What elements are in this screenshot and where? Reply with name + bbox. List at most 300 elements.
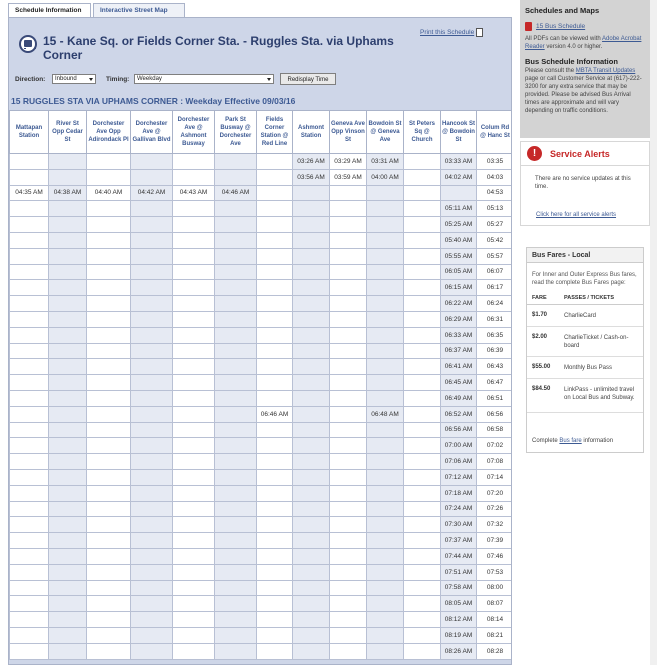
schedule-cell	[330, 185, 367, 201]
schedule-cell	[330, 517, 367, 533]
schedule-cell: 05:40 AM	[441, 232, 477, 248]
schedule-cell	[367, 548, 404, 564]
column-header: Dorchester Ave @ Ashmont Busway	[173, 111, 215, 154]
schedule-cell	[367, 564, 404, 580]
schedule-cell	[404, 343, 441, 359]
schedule-cell	[404, 185, 441, 201]
schedule-cell	[330, 264, 367, 280]
schedule-cell	[367, 643, 404, 659]
schedule-cell	[49, 154, 87, 170]
schedule-cell	[404, 201, 441, 217]
schedule-cell	[173, 422, 215, 438]
schedule-cell	[87, 501, 131, 517]
table-row	[10, 422, 512, 438]
schedule-cell	[404, 533, 441, 549]
schedule-cell	[215, 327, 257, 343]
schedule-cell	[293, 327, 330, 343]
schedule-cell	[330, 548, 367, 564]
schedule-cell	[10, 375, 49, 391]
schedule-cell	[257, 533, 293, 549]
all-service-alerts-link[interactable]: Click here for all service alerts	[536, 212, 617, 218]
print-icon[interactable]	[476, 28, 483, 37]
schedule-cell	[257, 217, 293, 233]
print-schedule-link[interactable]: Print this Schedule	[420, 29, 475, 36]
table-row	[10, 580, 512, 596]
column-header: Park St Busway @ Dorchester Ave	[215, 111, 257, 154]
schedule-cell	[330, 580, 367, 596]
schedule-cell	[215, 264, 257, 280]
schedule-cell	[173, 390, 215, 406]
schedule-cell	[293, 485, 330, 501]
schedule-cell	[10, 296, 49, 312]
schedule-cell	[49, 343, 87, 359]
bus-schedule-info-title: Bus Schedule Information	[525, 57, 618, 66]
schedule-cell	[10, 311, 49, 327]
fare-description: Monthly Bus Pass	[564, 365, 613, 371]
schedule-cell	[10, 248, 49, 264]
chevron-down-icon	[89, 78, 93, 81]
table-row	[10, 280, 512, 296]
schedule-cell	[173, 359, 215, 375]
schedule-cell	[257, 469, 293, 485]
schedule-cell	[404, 390, 441, 406]
schedule-cell	[10, 517, 49, 533]
schedule-cell	[131, 422, 173, 438]
schedule-cell	[87, 264, 131, 280]
tab-bar	[8, 3, 512, 17]
schedule-cell	[404, 359, 441, 375]
schedule-cell	[367, 533, 404, 549]
schedule-cell	[173, 469, 215, 485]
schedule-cell	[10, 422, 49, 438]
schedule-cell	[330, 280, 367, 296]
schedule-cell	[330, 643, 367, 659]
fare-price: $84.50	[532, 386, 551, 392]
schedule-cell	[131, 154, 173, 170]
schedule-cell	[293, 217, 330, 233]
schedule-cell	[87, 201, 131, 217]
schedule-cell	[404, 169, 441, 185]
schedule-cell: 05:57	[477, 248, 512, 264]
schedule-cell	[10, 612, 49, 628]
schedule-cell	[131, 454, 173, 470]
schedule-cell: 08:00	[477, 580, 512, 596]
schedule-cell	[215, 296, 257, 312]
schedule-cell: 08:19 AM	[441, 627, 477, 643]
schedule-cell	[367, 248, 404, 264]
page-scrollbar[interactable]	[650, 0, 657, 665]
schedule-cell	[293, 643, 330, 659]
schedule-cell: 05:27	[477, 217, 512, 233]
table-row	[10, 327, 512, 343]
schedule-cell	[293, 422, 330, 438]
schedule-cell: 07:44 AM	[441, 548, 477, 564]
column-header: Ashmont Station	[293, 111, 330, 154]
schedule-cell	[173, 501, 215, 517]
schedule-cell	[10, 390, 49, 406]
table-row	[10, 469, 512, 485]
schedule-cell	[257, 248, 293, 264]
schedule-cell	[87, 612, 131, 628]
schedule-cell	[131, 580, 173, 596]
schedule-cell	[293, 248, 330, 264]
schedule-cell: 06:05 AM	[441, 264, 477, 280]
schedule-cell: 06:29 AM	[441, 311, 477, 327]
schedule-cell	[404, 627, 441, 643]
schedule-cell	[293, 406, 330, 422]
schedule-cell	[10, 548, 49, 564]
fare-price: $55.00	[532, 364, 551, 370]
alert-icon: !	[527, 146, 542, 161]
schedule-cell	[404, 596, 441, 612]
schedule-cell	[49, 501, 87, 517]
schedule-cell: 04:43 AM	[173, 185, 215, 201]
table-row	[10, 548, 512, 564]
table-row	[10, 501, 512, 517]
schedule-cell	[131, 311, 173, 327]
schedule-cell	[215, 517, 257, 533]
schedule-cell	[173, 169, 215, 185]
bus-schedule-pdf-link[interactable]: 15 Bus Schedule	[536, 23, 586, 30]
tab-schedule-information[interactable]: Schedule Information	[8, 3, 91, 17]
schedule-cell	[293, 311, 330, 327]
schedule-cell	[367, 485, 404, 501]
table-row	[10, 517, 512, 533]
schedule-cell	[49, 264, 87, 280]
schedule-cell	[10, 343, 49, 359]
schedule-cell: 07:46	[477, 548, 512, 564]
schedule-cell	[173, 280, 215, 296]
schedule-cell	[367, 375, 404, 391]
fare-row	[527, 327, 643, 357]
schedule-cell	[131, 485, 173, 501]
schedule-cell	[173, 627, 215, 643]
schedule-cell	[87, 485, 131, 501]
schedule-cell	[404, 612, 441, 628]
schedule-cell	[404, 154, 441, 170]
route-title: 15 - Kane Sq. or Fields Corner Sta. - Ruggles Sta. via Uphams Corner	[43, 34, 394, 62]
schedule-cell: 04:00 AM	[367, 169, 404, 185]
schedule-cell	[87, 375, 131, 391]
schedule-cell	[257, 264, 293, 280]
column-header: River St Opp Cedar St	[49, 111, 87, 154]
schedule-cell	[173, 154, 215, 170]
schedule-cell: 08:26 AM	[441, 643, 477, 659]
schedule-cell	[87, 406, 131, 422]
schedule-cell: 06:46 AM	[257, 406, 293, 422]
schedule-cell	[367, 201, 404, 217]
bus-fares-title: Bus Fares - Local	[527, 248, 643, 263]
schedule-cell	[404, 501, 441, 517]
schedule-cell	[293, 580, 330, 596]
schedule-cell	[367, 580, 404, 596]
schedule-cell	[10, 201, 49, 217]
schedule-cell	[330, 533, 367, 549]
schedule-cell	[10, 564, 49, 580]
schedule-cell	[215, 390, 257, 406]
schedule-cell	[173, 311, 215, 327]
schedule-cell: 08:21	[477, 627, 512, 643]
schedule-cell	[131, 548, 173, 564]
schedule-cell	[404, 296, 441, 312]
schedule-cell: 04:03	[477, 169, 512, 185]
bus-fare-link[interactable]: Bus fare	[559, 438, 582, 444]
schedule-cell	[10, 264, 49, 280]
schedule-cell	[87, 343, 131, 359]
schedule-cell: 06:33 AM	[441, 327, 477, 343]
schedule-cell	[257, 627, 293, 643]
direction-select[interactable]	[52, 74, 96, 84]
schedule-cell	[87, 359, 131, 375]
info-suffix: page or call Customer Service at (617)-222-3200 for any extra service that may be provided. Please be advised Bus Arrival times are approximate and will vary depending on traffic conditions.	[525, 76, 642, 114]
schedule-cell	[131, 280, 173, 296]
schedule-cell	[330, 406, 367, 422]
schedule-cell	[87, 596, 131, 612]
column-header: Fields Corner Station @ Red Line	[257, 111, 293, 154]
transit-updates-link[interactable]: MBTA Transit Updates	[575, 68, 636, 74]
schedule-cell	[330, 375, 367, 391]
schedule-cell: 07:58 AM	[441, 580, 477, 596]
tab-interactive-street-map[interactable]: Interactive Street Map	[93, 3, 185, 17]
schedule-cell	[215, 232, 257, 248]
schedule-cell	[49, 564, 87, 580]
schedule-cell	[257, 327, 293, 343]
fare-foot-suffix: information	[581, 438, 614, 444]
schedule-cell	[257, 612, 293, 628]
schedule-cell	[215, 564, 257, 580]
schedule-cell	[173, 580, 215, 596]
schedule-cell	[173, 296, 215, 312]
schedule-cell: 08:07	[477, 596, 512, 612]
schedule-cell	[330, 296, 367, 312]
schedule-cell	[87, 454, 131, 470]
schedule-cell: 04:38 AM	[49, 185, 87, 201]
schedule-cell: 07:18 AM	[441, 485, 477, 501]
service-alerts-text: There are no service updates at this time.	[535, 176, 631, 190]
schedule-cell	[215, 501, 257, 517]
fares-header-row	[527, 291, 643, 305]
schedule-cell: 07:39	[477, 533, 512, 549]
schedule-cell	[404, 564, 441, 580]
schedule-cell: 07:53	[477, 564, 512, 580]
schedule-cell	[367, 185, 404, 201]
schedule-cell	[87, 564, 131, 580]
schedule-cell	[131, 627, 173, 643]
schedule-cell	[173, 406, 215, 422]
schedule-cell	[131, 564, 173, 580]
redisplay-time-button[interactable]: Redisplay Time	[280, 73, 336, 85]
schedule-cell	[215, 343, 257, 359]
schedule-cell	[257, 485, 293, 501]
schedule-cell	[215, 454, 257, 470]
table-row	[10, 201, 512, 217]
schedule-cell	[293, 564, 330, 580]
schedule-cell	[330, 343, 367, 359]
schedule-info-box	[520, 0, 650, 138]
fare-column-header: FARE	[532, 295, 547, 301]
schedule-cell	[257, 454, 293, 470]
direction-value: Inbound	[55, 76, 77, 82]
schedule-cell	[330, 201, 367, 217]
schedule-cell	[215, 311, 257, 327]
table-row	[10, 296, 512, 312]
schedule-cell	[131, 217, 173, 233]
schedule-cell: 06:51	[477, 390, 512, 406]
schedule-cell	[215, 548, 257, 564]
pdf-row	[525, 22, 645, 32]
schedule-cell	[131, 406, 173, 422]
schedule-cell	[10, 596, 49, 612]
schedule-cell: 06:37 AM	[441, 343, 477, 359]
schedule-cell	[293, 612, 330, 628]
schedule-cell: 06:07	[477, 264, 512, 280]
timing-label: Timing:	[106, 76, 130, 83]
schedule-cell	[257, 311, 293, 327]
pdf-icon	[525, 22, 532, 31]
schedule-cell	[87, 643, 131, 659]
schedule-cell: 05:42	[477, 232, 512, 248]
schedule-cell	[293, 454, 330, 470]
schedule-cell	[131, 359, 173, 375]
pdf-note-prefix: All PDFs can be viewed with	[525, 36, 603, 42]
schedule-cell	[257, 564, 293, 580]
passes-column-header: PASSES / TICKETS	[564, 295, 615, 301]
schedule-cell	[257, 169, 293, 185]
table-row	[10, 596, 512, 612]
schedule-cell	[49, 248, 87, 264]
schedule-cell	[330, 454, 367, 470]
schedule-cell	[293, 501, 330, 517]
schedule-cell	[173, 533, 215, 549]
schedule-cell	[173, 217, 215, 233]
fare-row	[527, 305, 643, 327]
schedule-cell	[49, 311, 87, 327]
schedule-cell	[367, 280, 404, 296]
divider	[521, 165, 649, 166]
schedule-cell	[173, 548, 215, 564]
schedule-cell	[330, 485, 367, 501]
schedule-cell	[367, 232, 404, 248]
table-row	[10, 232, 512, 248]
schedule-cell	[257, 232, 293, 248]
schedule-cell	[330, 327, 367, 343]
schedule-cell: 03:26 AM	[293, 154, 330, 170]
schedule-table-wrap[interactable]	[9, 110, 511, 665]
schedule-cell: 08:14	[477, 612, 512, 628]
schedule-cell	[131, 643, 173, 659]
schedule-cell	[49, 469, 87, 485]
table-row	[10, 612, 512, 628]
schedule-cell	[131, 264, 173, 280]
schedule-cell: 04:46 AM	[215, 185, 257, 201]
schedule-cell	[404, 406, 441, 422]
schedule-cell	[49, 217, 87, 233]
schedule-cell	[293, 280, 330, 296]
schedule-cell	[10, 280, 49, 296]
schedule-cell	[215, 406, 257, 422]
schedule-cell	[10, 643, 49, 659]
schedule-cell	[404, 580, 441, 596]
table-row	[10, 406, 512, 422]
table-row	[10, 154, 512, 170]
schedule-cell	[173, 612, 215, 628]
schedule-cell: 06:45 AM	[441, 375, 477, 391]
schedule-cell	[87, 248, 131, 264]
schedule-cell	[87, 232, 131, 248]
schedule-area	[8, 3, 512, 665]
schedule-cell	[131, 596, 173, 612]
schedule-cell	[10, 580, 49, 596]
schedule-cell	[215, 280, 257, 296]
schedule-cell	[293, 359, 330, 375]
schedule-cell	[87, 533, 131, 549]
schedule-cell	[173, 438, 215, 454]
schedule-cell	[293, 375, 330, 391]
schedule-cell	[131, 533, 173, 549]
timing-select[interactable]	[134, 74, 274, 84]
schedule-cell	[131, 343, 173, 359]
schedule-cell	[49, 548, 87, 564]
schedule-cell	[87, 438, 131, 454]
direction-label: Direction:	[15, 76, 46, 83]
fare-row	[527, 357, 643, 379]
schedule-cell	[330, 469, 367, 485]
schedule-cell: 06:24	[477, 296, 512, 312]
schedule-cell	[131, 517, 173, 533]
schedule-cell	[49, 485, 87, 501]
schedule-cell	[257, 580, 293, 596]
schedule-cell	[404, 264, 441, 280]
schedule-cell	[131, 248, 173, 264]
schedule-cell	[257, 501, 293, 517]
schedule-cell	[49, 296, 87, 312]
acrobat-reader-link[interactable]: Adobe Acrobat Reader	[525, 36, 642, 50]
schedule-cell	[404, 485, 441, 501]
fare-description: CharlieTicket / Cash-on-board	[564, 335, 629, 349]
table-row	[10, 343, 512, 359]
schedule-cell	[87, 627, 131, 643]
schedule-cell	[10, 154, 49, 170]
schedule-cell	[49, 454, 87, 470]
column-header: Dorchester Ave @ Gallivan Blvd	[131, 111, 173, 154]
schedule-cell	[49, 280, 87, 296]
schedule-cell: 06:47	[477, 375, 512, 391]
schedule-cell	[293, 596, 330, 612]
schedule-cell: 06:52 AM	[441, 406, 477, 422]
schedule-cell: 05:55 AM	[441, 248, 477, 264]
schedule-cell: 05:11 AM	[441, 201, 477, 217]
schedule-cell	[367, 469, 404, 485]
schedule-cell	[215, 596, 257, 612]
schedule-cell	[173, 454, 215, 470]
schedule-cell: 08:28	[477, 643, 512, 659]
schedule-cell	[257, 201, 293, 217]
schedule-cell: 03:31 AM	[367, 154, 404, 170]
schedule-cell	[173, 248, 215, 264]
schedule-cell	[257, 438, 293, 454]
schedule-cell	[10, 169, 49, 185]
schedule-cell	[293, 517, 330, 533]
schedule-cell: 07:30 AM	[441, 517, 477, 533]
table-row	[10, 627, 512, 643]
schedule-cell	[441, 185, 477, 201]
schedule-cell: 08:05 AM	[441, 596, 477, 612]
schedule-cell	[404, 375, 441, 391]
schedule-table	[9, 110, 511, 660]
schedule-cell	[404, 454, 441, 470]
schedule-cell: 03:33 AM	[441, 154, 477, 170]
schedule-cell	[257, 596, 293, 612]
